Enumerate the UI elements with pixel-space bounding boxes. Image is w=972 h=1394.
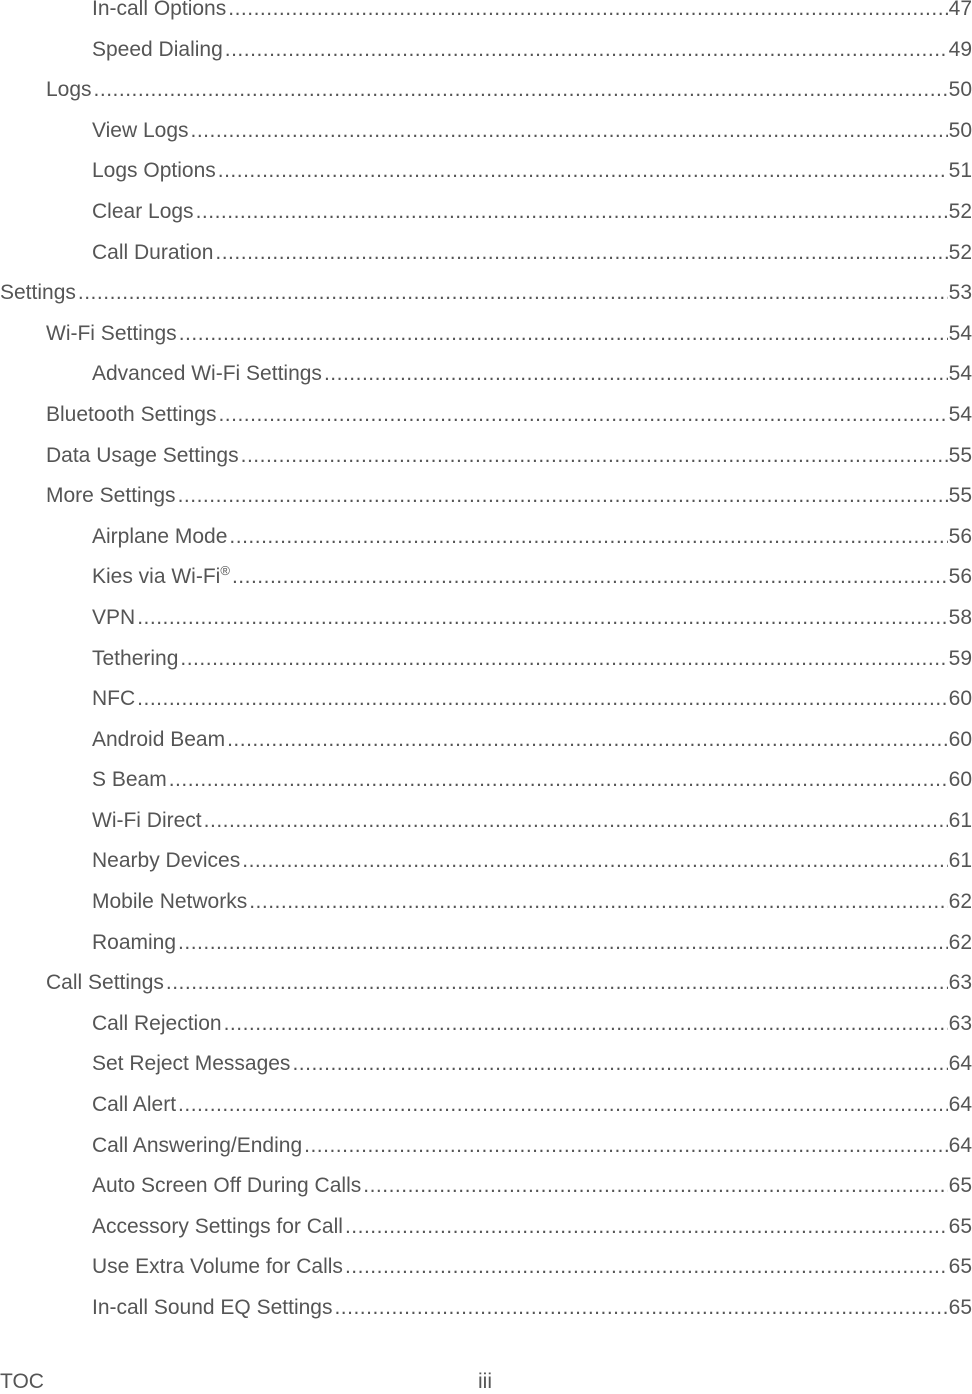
toc-dot-leader: [345, 1247, 948, 1288]
toc-entry-title-text: Set Reject Messages: [92, 1052, 291, 1076]
toc-entry-title-text: More Settings: [46, 484, 176, 508]
toc-entry-title: [92, 1004, 222, 1045]
toc-entry[interactable]: [0, 1207, 972, 1248]
toc-dot-leader: [345, 1207, 948, 1248]
toc-entry-title: [92, 1044, 290, 1085]
toc-entry-title-text: Logs: [46, 78, 92, 102]
toc-dot-leader: [191, 111, 948, 152]
toc-entry-title: [92, 760, 167, 801]
toc-entry[interactable]: [0, 1247, 972, 1288]
toc-entry-title-text: S Beam: [92, 768, 167, 792]
toc-entry-title-text: Logs Options: [92, 159, 216, 183]
toc-entry-title-text: Settings: [0, 281, 76, 305]
toc-entry-page-number: 62: [948, 890, 972, 914]
toc-entry-title: [46, 436, 239, 477]
toc-entry-title: [92, 639, 178, 680]
toc-entry[interactable]: [0, 436, 972, 477]
toc-dot-leader: [178, 476, 948, 517]
toc-entry[interactable]: [0, 963, 972, 1004]
toc-dot-leader: [334, 1288, 947, 1329]
toc-entry-title-text: Nearby Devices: [92, 849, 241, 873]
footer-page-number: iii: [478, 1370, 492, 1393]
toc-entry-page-number: 60: [948, 727, 972, 751]
toc-entry-title: [46, 314, 177, 355]
toc-dot-leader: [241, 436, 948, 477]
toc-dot-leader: [180, 639, 947, 680]
toc-dot-leader: [196, 192, 948, 233]
toc-entry-page-number: 56: [948, 524, 972, 548]
toc-entry-page-number: 52: [948, 199, 972, 223]
toc-entry[interactable]: [0, 1085, 972, 1126]
toc-entry[interactable]: [0, 1126, 972, 1167]
toc-dot-leader: [363, 1166, 947, 1207]
toc-entry-title-text: Call Duration: [92, 240, 214, 264]
toc-entry-title: [92, 354, 322, 395]
toc-entry-page-number: 64: [948, 1093, 972, 1117]
toc-dot-leader: [94, 70, 948, 111]
toc-entry-page-number: 65: [948, 1174, 972, 1198]
toc-entry-page-number: 49: [948, 37, 972, 61]
toc-entry-page-number: 54: [948, 362, 972, 386]
toc-entry-title-text: Call Rejection: [92, 1011, 222, 1035]
toc-entry-title: [46, 476, 176, 517]
toc-entry-page-number: 64: [948, 1133, 972, 1157]
toc-entry-title: [46, 395, 216, 436]
toc-entry-title-text: Call Answering/Ending: [92, 1133, 303, 1157]
toc-entry-page-number: 60: [948, 687, 972, 711]
toc-entry-title: [92, 557, 230, 598]
toc-entry-page-number: 63: [948, 971, 972, 995]
toc-dot-leader: [78, 273, 948, 314]
toc-entry-page-number: 53: [948, 281, 972, 305]
toc-entry[interactable]: [0, 70, 972, 111]
toc-entry-page-number: 50: [948, 118, 972, 142]
toc-entry[interactable]: [0, 0, 972, 30]
toc-entry-title: [92, 679, 135, 720]
toc-dot-leader: [324, 354, 948, 395]
toc-entry-title: [92, 1126, 302, 1167]
toc-entry[interactable]: [0, 1004, 972, 1045]
toc-dot-leader: [204, 801, 948, 842]
toc-entry-title: [92, 192, 194, 233]
toc-entry-page-number: 65: [948, 1214, 972, 1238]
toc-entry-page-number: 50: [948, 78, 972, 102]
toc-entry-title-text: Advanced Wi-Fi Settings: [92, 362, 322, 386]
toc-entry[interactable]: [0, 151, 972, 192]
toc-entry-title: [92, 1247, 343, 1288]
toc-entry[interactable]: [0, 354, 972, 395]
toc-dot-leader: [137, 598, 947, 639]
toc-entry-title-text: Use Extra Volume for Calls: [92, 1255, 343, 1279]
toc-entry-title: [92, 801, 202, 842]
toc-dot-leader: [137, 679, 947, 720]
toc-entry-title-text: Data Usage Settings: [46, 443, 239, 467]
toc-entry-title-text: Clear Logs: [92, 199, 194, 223]
registered-mark: ®: [220, 563, 230, 579]
toc-entry-title: [0, 273, 76, 314]
toc-entry-title: [92, 882, 247, 923]
toc-entry-page-number: 55: [948, 484, 972, 508]
toc-entry-page-number: 61: [948, 808, 972, 832]
toc-entry-title-text: VPN: [92, 605, 136, 629]
footer-section-label: TOC: [0, 1370, 44, 1393]
toc-entry-title-text: Call Alert: [92, 1093, 177, 1117]
toc-entry-title: [92, 1207, 343, 1248]
toc-dot-leader: [169, 760, 948, 801]
toc-entry[interactable]: [0, 1166, 972, 1207]
toc-entry-title: [46, 963, 164, 1004]
toc-dot-leader: [229, 517, 947, 558]
toc-entry-page-number: 64: [948, 1052, 972, 1076]
toc-entry-title: [92, 0, 226, 30]
toc-entry[interactable]: [0, 395, 972, 436]
toc-entry[interactable]: [0, 679, 972, 720]
toc-entry[interactable]: [0, 476, 972, 517]
toc-entry-page-number: 47: [948, 0, 972, 20]
toc-entry-title: [92, 1166, 361, 1207]
toc-dot-leader: [166, 963, 948, 1004]
toc-entry-title: [92, 720, 225, 761]
toc-entry-title: [92, 923, 176, 964]
toc-entry-title-text: Speed Dialing: [92, 37, 223, 61]
toc-entry-title: [46, 70, 92, 111]
toc-dot-leader: [249, 882, 947, 923]
toc-entry-title: [92, 598, 135, 639]
toc-entry[interactable]: [0, 1288, 972, 1329]
toc-entry-title-text: Mobile Networks: [92, 890, 248, 914]
toc-entry[interactable]: [0, 192, 972, 233]
toc-entry-page-number: 62: [948, 930, 972, 954]
toc-dot-leader: [242, 841, 947, 882]
toc-entry[interactable]: [0, 30, 972, 71]
toc-dot-leader: [224, 1004, 948, 1045]
toc-dot-leader: [178, 923, 948, 964]
toc-dot-leader: [178, 1085, 948, 1126]
toc-dot-leader: [218, 395, 947, 436]
toc-entry[interactable]: [0, 923, 972, 964]
toc-entry[interactable]: [0, 111, 972, 152]
toc-entry-page-number: 54: [948, 321, 972, 345]
toc-entry[interactable]: [0, 517, 972, 558]
toc-entry-page-number: 59: [948, 646, 972, 670]
toc-entry-title-text: Bluetooth Settings: [46, 402, 217, 426]
toc-entry-page-number: 55: [948, 443, 972, 467]
toc-entry-title-text: In-call Options: [92, 0, 227, 20]
toc-entry-title-text: Kies via Wi-Fi: [92, 565, 221, 589]
toc-entry-page-number: 56: [948, 565, 972, 589]
toc-dot-leader: [179, 314, 948, 355]
toc-dot-leader: [228, 0, 947, 30]
toc-entry-page-number: 54: [948, 402, 972, 426]
toc-entry-title-text: In-call Sound EQ Settings: [92, 1296, 333, 1319]
page-footer: [0, 1370, 972, 1394]
toc-entry-title: [92, 517, 227, 558]
toc-entry-title-text: Auto Screen Off During Calls: [92, 1174, 362, 1198]
toc-entry-title-text: Accessory Settings for Call: [92, 1214, 343, 1238]
toc-entry-page-number: 65: [948, 1255, 972, 1279]
toc-entry[interactable]: [0, 760, 972, 801]
toc-entry-title-text: NFC: [92, 687, 136, 711]
toc-dot-leader: [227, 720, 948, 761]
toc-entry-page-number: 51: [948, 159, 972, 183]
toc-entry-title-text: Roaming: [92, 930, 177, 954]
toc-dot-leader: [225, 30, 948, 71]
toc-entry-title-text: Wi-Fi Direct: [92, 808, 202, 832]
toc-entry[interactable]: [0, 314, 972, 355]
toc-entry[interactable]: [0, 598, 972, 639]
toc-entry-title-text: Wi-Fi Settings: [46, 321, 177, 345]
toc-dot-leader: [215, 233, 947, 274]
toc-entry-title: [92, 1288, 332, 1329]
toc-entry-page-number: 60: [948, 768, 972, 792]
toc-entry-title: [92, 1085, 176, 1126]
toc-entry[interactable]: [0, 1044, 972, 1085]
toc-dot-leader: [232, 557, 948, 598]
toc-entry-page-number: 65: [948, 1296, 972, 1319]
toc-entry[interactable]: [0, 841, 972, 882]
toc-entry[interactable]: [0, 233, 972, 274]
toc-entry-title: [92, 111, 189, 152]
toc-dot-leader: [218, 151, 948, 192]
toc-entry[interactable]: [0, 882, 972, 923]
toc-entry-title: [92, 151, 216, 192]
toc-entry-title: [92, 841, 240, 882]
toc-entry-title: [92, 30, 223, 71]
toc-entry-title: [92, 233, 213, 274]
toc-entry-title-text: View Logs: [92, 118, 189, 142]
toc-entry[interactable]: [0, 720, 972, 761]
toc-entry[interactable]: [0, 639, 972, 680]
toc-entry[interactable]: [0, 557, 972, 598]
toc-entry-title-text: Tethering: [92, 646, 179, 670]
toc-entry-title-text: Airplane Mode: [92, 524, 228, 548]
toc-entry-title-text: Call Settings: [46, 971, 164, 995]
toc-entry-title-text: Android Beam: [92, 727, 226, 751]
toc-dot-leader: [304, 1126, 948, 1167]
toc-entry-page-number: 61: [948, 849, 972, 873]
toc-entry[interactable]: [0, 801, 972, 842]
toc-entry-page-number: 52: [948, 240, 972, 264]
toc-entry-page-number: 58: [948, 605, 972, 629]
toc-dot-leader: [292, 1044, 947, 1085]
toc-entry-page-number: 63: [948, 1011, 972, 1035]
toc-entry[interactable]: [0, 273, 972, 314]
